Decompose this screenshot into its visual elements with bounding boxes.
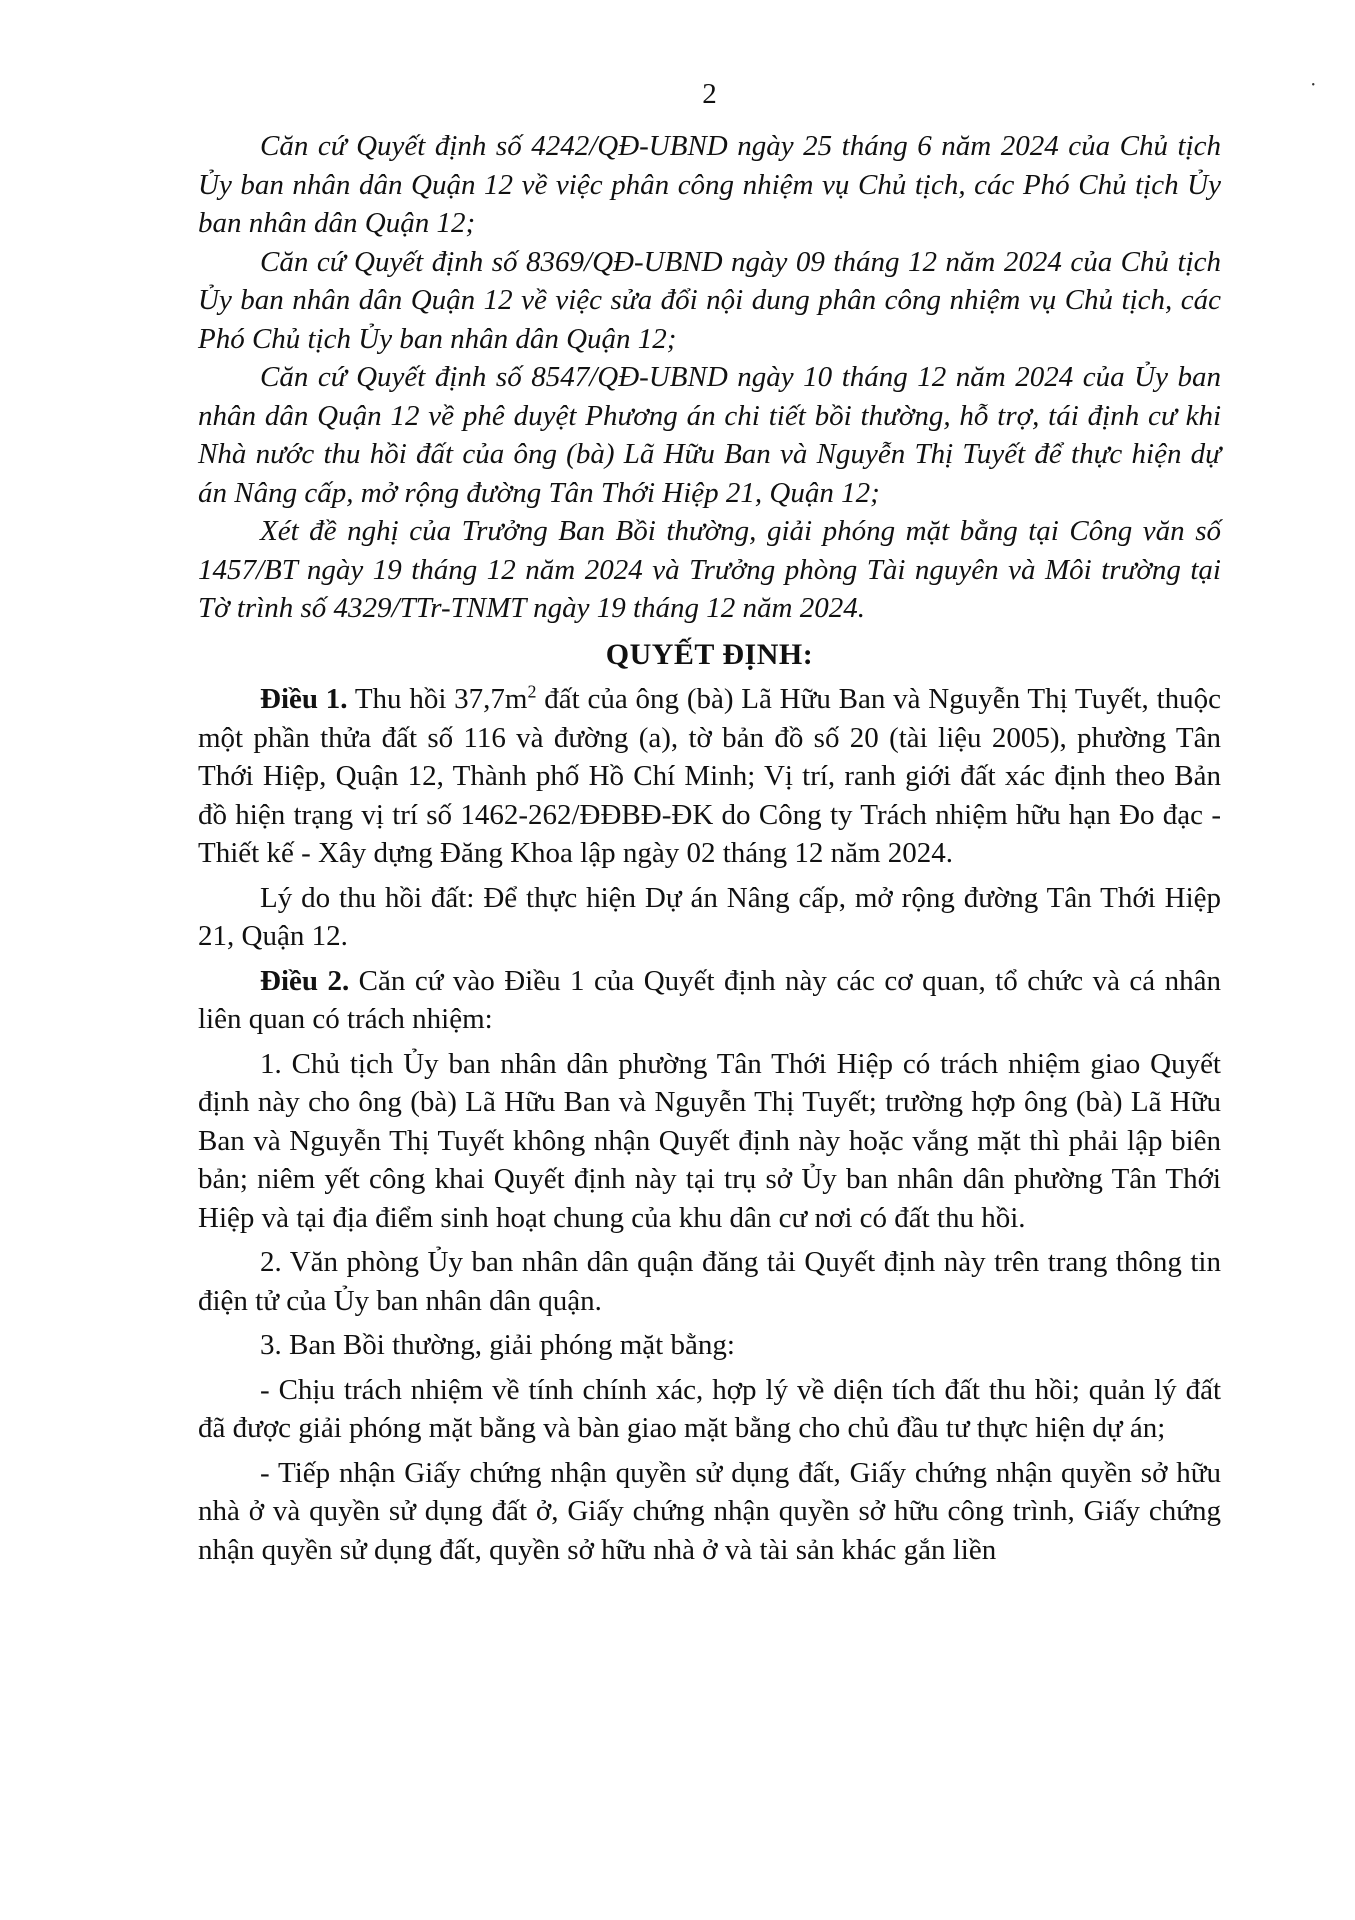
article-2-label: Điều 2.	[260, 964, 350, 997]
preamble-paragraph-4: Xét đề nghị của Trưởng Ban Bồi thường, giải phóng mặt bằng tại Công văn số 1457/BT ngày 19 tháng 12 năm 2024 và Trưởng phòng Tài nguyên và Môi trường tại Tờ trình số 4329/TTr-TNMT ngày 19 tháng 12 năm 2024.	[198, 515, 1221, 624]
scan-speck: •	[1311, 80, 1315, 91]
article-2-item-3-bullet-2: - Tiếp nhận Giấy chứng nhận quyền sử dụng đất, Giấy chứng nhận quyền sở hữu nhà ở và quyền sử dụng đất ở, Giấy chứng nhận quyền sở hữu công trình, Giấy chứng nhận quyền sử dụng đất, quyền sở hữu nhà ở và tài sản khác gắn liền	[198, 1456, 1221, 1566]
article-2-item-2: 2. Văn phòng Ủy ban nhân dân quận đăng tải Quyết định này trên trang thông tin điện tử của Ủy ban nhân dân quận.	[198, 1246, 1221, 1317]
article-2-item-1: 1. Chủ tịch Ủy ban nhân dân phường Tân Thới Hiệp có trách nhiệm giao Quyết định này cho ông (bà) Lã Hữu Ban và Nguyễn Thị Tuyết; trường hợp ông (bà) Lã Hữu Ban và Nguyễn Thị Tuyết không nhận Quyết định này hoặc vắng mặt thì phải lập biên bản; niêm yết công khai Quyết định này tại trụ sở Ủy ban nhân dân phường Tân Thới Hiệp và tại địa điểm sinh hoạt chung của khu dân cư nơi có đất thu hồi.	[198, 1047, 1221, 1234]
preamble-paragraph-3: Căn cứ Quyết định số 8547/QĐ-UBND ngày 10 tháng 12 năm 2024 của Ủy ban nhân dân Quận 12 về phê duyệt Phương án chi tiết bồi thường, hỗ trợ, tái định cư khi Nhà nước thu hồi đất của ông (bà) Lã Hữu Ban và Nguyễn Thị Tuyết để thực hiện dự án Nâng cấp, mở rộng đường Tân Thới Hiệp 21, Quận 12;	[198, 361, 1221, 509]
article-2-intro: Căn cứ vào Điều 1 của Quyết định này các cơ quan, tổ chức và cá nhân liên quan có trách nhiệm:	[198, 964, 1222, 1035]
article-2-item-3-bullet-1: - Chịu trách nhiệm về tính chính xác, hợp lý về diện tích đất thu hồi; quản lý đất đã được giải phóng mặt bằng và bàn giao mặt bằng cho chủ đầu tư thực hiện dự án;	[198, 1373, 1221, 1444]
article-2	[198, 962, 1221, 1039]
page-number: 2	[702, 78, 717, 110]
article-1-label: Điều 1.	[260, 683, 348, 715]
preamble-paragraph-2: Căn cứ Quyết định số 8369/QĐ-UBND ngày 09 tháng 12 năm 2024 của Chủ tịch Ủy ban nhân dân Quận 12 về việc sửa đổi nội dung phân công nhiệm vụ Chủ tịch, các Phó Chủ tịch Ủy ban nhân dân Quận 12;	[198, 245, 1221, 355]
preamble-paragraph-1: Căn cứ Quyết định số 4242/QĐ-UBND ngày 25 tháng 6 năm 2024 của Chủ tịch Ủy ban nhân dân Quận 12 về việc phân công nhiệm vụ Chủ tịch, các Phó Chủ tịch Ủy ban nhân dân Quận 12;	[198, 130, 1221, 239]
article-1-reason: Lý do thu hồi đất: Để thực hiện Dự án Nâng cấp, mở rộng đường Tân Thới Hiệp 21, Quận 12.	[198, 881, 1221, 952]
article-2-item-3: 3. Ban Bồi thường, giải phóng mặt bằng:	[260, 1329, 735, 1361]
area-unit-superscript: 2	[527, 681, 537, 702]
article-1	[198, 680, 1221, 873]
article-1-text-a: Thu hồi 37,7m	[347, 683, 528, 715]
article-1-text-b: đất của ông (bà) Lã Hữu Ban và Nguyễn Thị Tuyết, thuộc một phần thửa đất số 116 và đường (a), tờ bản đồ số 20 (tài liệu 2005), phường Tân Thới Hiệp, Quận 12, Thành phố Hồ Chí Minh; Vị trí, ranh giới đất xác định theo Bản đồ hiện trạng vị trí số 1462-262/ĐĐBĐ-ĐK do Công ty Trách nhiệm hữu hạn Đo đạc - Thiết kế - Xây dựng Đăng Khoa lập ngày 02 tháng 12 năm 2024.	[198, 683, 1222, 869]
decision-heading: QUYẾT ĐỊNH:	[605, 637, 814, 671]
